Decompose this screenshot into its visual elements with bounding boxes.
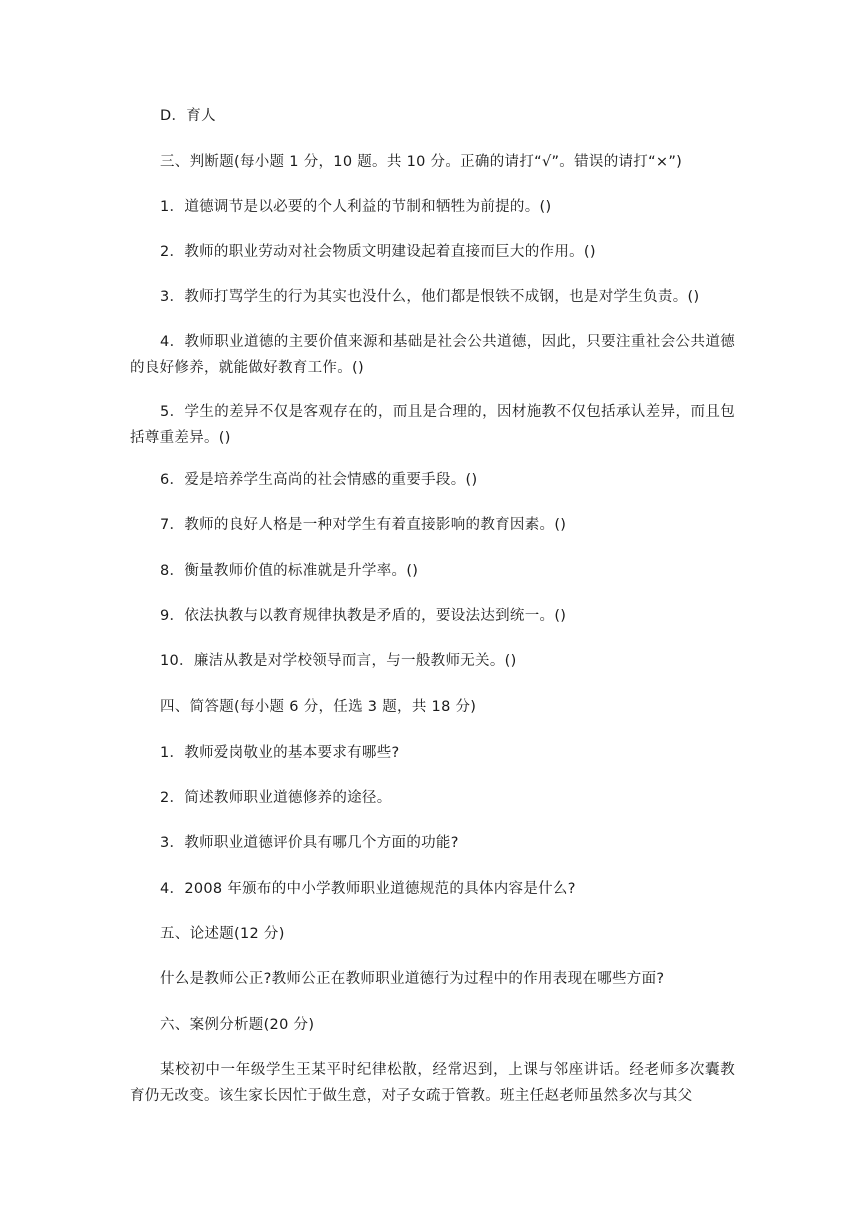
question-item: 4．2008 年颁布的中小学教师职业道德规范的具体内容是什么? bbox=[160, 881, 576, 897]
case-paragraph: 某校初中一年级学生王某平时纪律松散，经常迟到，上课与邻座讲话。经老师多次囊教育仍无改变。该生家长因忙于做生意，对子女疏于管教。班主任赵老师虽然多次与其父 bbox=[130, 1062, 735, 1104]
question-item: 3．教师打骂学生的行为其实也没什么，他们都是恨铁不成钢，也是对学生负责。() bbox=[160, 289, 700, 305]
section-heading-true-false: 三、判断题(每小题 1 分，10 题。共 10 分。正确的请打“√”。错误的请打“×”) bbox=[160, 154, 683, 170]
question-item: 8．衡量教师价值的标准就是升学率。() bbox=[160, 563, 419, 579]
question-item: 3．教师职业道德评价具有哪几个方面的功能? bbox=[160, 835, 459, 851]
question-item: 5．学生的差异不仅是客观存在的，而且是合理的，因材施教不仅包括承认差异，而且包括尊重差异。() bbox=[130, 404, 735, 446]
question-item: 6．爱是培养学生高尚的社会情感的重要手段。() bbox=[160, 472, 478, 488]
question-item: 10．廉洁从教是对学校领导而言，与一般教师无关。() bbox=[160, 653, 517, 669]
question-item: 9．依法执教与以教育规律执教是矛盾的，要设法达到统一。() bbox=[160, 608, 567, 624]
question-item: 7．教师的良好人格是一种对学生有着直接影响的教育因素。() bbox=[160, 517, 567, 533]
section-heading-short-answer: 四、简答题(每小题 6 分，任选 3 题，共 18 分) bbox=[160, 699, 477, 715]
section-heading-case-analysis: 六、案例分析题(20 分) bbox=[160, 1017, 315, 1033]
question-item: 2．教师的职业劳动对社会物质文明建设起着直接而巨大的作用。() bbox=[160, 244, 596, 260]
option-d: D．育人 bbox=[160, 108, 216, 124]
question-item: 4．教师职业道德的主要价值来源和基础是社会公共道德，因此，只要注重社会公共道德的良好修养，就能做好教育工作。() bbox=[130, 334, 735, 376]
question-item: 2．简述教师职业道德修养的途径。 bbox=[160, 790, 392, 806]
section-heading-essay: 五、论述题(12 分) bbox=[160, 926, 285, 942]
question-item: 1．教师爱岗敬业的基本要求有哪些? bbox=[160, 745, 400, 761]
question-item: 1．道德调节是以必要的个人利益的节制和牺牲为前提的。() bbox=[160, 199, 552, 215]
question-item: 什么是教师公正?教师公正在教师职业道德行为过程中的作用表现在哪些方面? bbox=[160, 971, 665, 987]
